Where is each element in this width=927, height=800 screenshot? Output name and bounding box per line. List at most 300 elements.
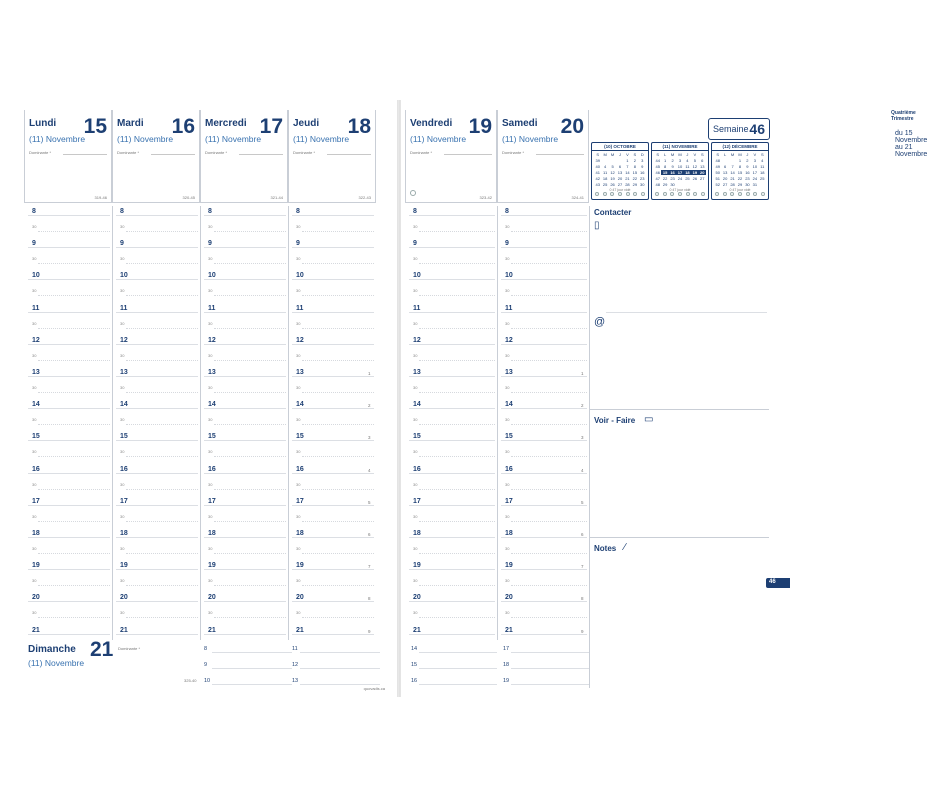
half-hour-line — [214, 328, 286, 329]
hour-label: 20 — [505, 594, 513, 602]
hour-label: 10 — [120, 272, 128, 280]
half-hour-label: 30 — [208, 546, 213, 551]
mini-calendar-day: 51 — [715, 176, 720, 181]
row-number: 4 — [368, 467, 371, 473]
mini-calendar-day: 48 — [715, 158, 720, 163]
mini-calendar-day: 45 — [655, 164, 660, 169]
mini-calendar-grid — [712, 151, 768, 188]
evening-line — [419, 684, 497, 685]
sunday-number: 21 — [90, 638, 114, 661]
hour-label: 14 — [32, 401, 40, 409]
half-hour-label: 30 — [505, 481, 510, 487]
hour-label: 18 — [413, 530, 421, 537]
dominante-label: Dominante * — [29, 150, 52, 155]
hour-label: 8 — [32, 208, 36, 215]
evening-hour: 15 — [411, 662, 418, 668]
half-hour-label: 30 — [505, 513, 510, 519]
mini-calendar-day: 6 — [701, 158, 704, 163]
mini-calendar-day — [609, 158, 616, 163]
hour-label: 16 — [296, 465, 304, 473]
mini-calendar-day: V — [626, 152, 629, 157]
at-sign-icon: @ — [594, 316, 606, 328]
mini-calendar-day: 30 — [745, 182, 750, 187]
mini-calendar-day: 10 — [752, 164, 758, 169]
evening-line — [212, 652, 292, 653]
mini-calendar-day: 21 — [730, 176, 735, 181]
dot-icon — [678, 192, 682, 196]
half-hour-label: 30 — [296, 513, 301, 519]
hour-label: 16 — [32, 465, 40, 473]
left-page — [12, 100, 398, 697]
hour-label: 13 — [505, 369, 513, 376]
half-hour-line — [214, 263, 286, 264]
clipboard-icon: ▭ — [644, 414, 654, 425]
half-hour-line — [302, 328, 374, 329]
hour-line — [409, 601, 495, 602]
half-hour-label: 30 — [32, 513, 37, 519]
half-hour-line — [511, 456, 587, 457]
half-hour-line — [38, 295, 110, 296]
hour-line — [28, 537, 110, 538]
mini-calendar-day: 31 — [752, 182, 758, 187]
divider — [606, 312, 767, 313]
hour-label: 20 — [32, 594, 40, 602]
hour-line — [409, 634, 495, 635]
evening-hour: 8 — [204, 646, 208, 652]
evening-line — [212, 684, 292, 685]
half-hour-label: 30 — [296, 320, 301, 326]
half-hour-line — [419, 489, 495, 490]
day-month: (11) Novembre — [410, 134, 467, 144]
mini-calendar-day: 46 — [655, 170, 660, 175]
hour-line — [28, 215, 110, 216]
half-hour-line — [419, 553, 495, 554]
hour-label: 15 — [296, 433, 304, 441]
half-hour-line — [511, 360, 587, 361]
evening-hour: 16 — [411, 678, 418, 684]
hour-line — [116, 601, 198, 602]
half-hour-label: 30 — [413, 385, 418, 390]
half-hour-line — [214, 360, 286, 361]
mini-calendar-day — [729, 158, 736, 163]
mini-calendar-dots — [715, 192, 765, 197]
half-hour-label: 30 — [296, 256, 301, 262]
mini-calendar — [591, 142, 649, 200]
half-hour-label: 30 — [120, 288, 125, 294]
contacter-box — [589, 206, 769, 410]
half-hour-line — [302, 553, 374, 554]
half-hour-line — [214, 231, 286, 232]
half-hour-line — [38, 585, 110, 586]
hour-line — [501, 440, 587, 441]
day-of-year: 324-41 — [571, 195, 584, 200]
hour-label: 19 — [32, 562, 40, 570]
hour-label: 9 — [505, 240, 509, 248]
mini-calendar-day: 16 — [745, 170, 750, 175]
dot-icon — [753, 192, 757, 196]
mini-calendar-day: 20 — [722, 176, 728, 181]
day-of-year: 319-46 — [94, 195, 107, 200]
half-hour-line — [511, 328, 587, 329]
half-hour-label: 30 — [505, 385, 510, 390]
half-hour-label: 30 — [208, 417, 213, 423]
half-hour-line — [126, 617, 198, 618]
hour-label: 16 — [505, 465, 513, 473]
hour-line — [292, 440, 374, 441]
hour-line — [409, 440, 495, 441]
day-header — [200, 110, 288, 203]
hour-line — [116, 215, 198, 216]
hour-line — [116, 376, 198, 377]
half-hour-line — [38, 489, 110, 490]
hour-line — [116, 344, 198, 345]
half-hour-line — [511, 263, 587, 264]
mini-calendar-day: 4 — [604, 164, 607, 169]
hour-label: 11 — [120, 304, 128, 312]
evening-line — [300, 652, 380, 653]
mini-calendar-day: 27 — [722, 182, 728, 187]
hour-line — [204, 247, 286, 248]
hour-label: 11 — [505, 304, 513, 312]
mini-calendar-day: 2 — [633, 158, 636, 163]
mini-calendar-day: 22 — [737, 176, 743, 181]
half-hour-line — [511, 617, 587, 618]
dot-icon — [693, 192, 697, 196]
mini-calendar-day — [676, 182, 683, 187]
hour-label: 14 — [413, 401, 421, 409]
hour-line — [292, 312, 374, 313]
hour-line — [204, 473, 286, 474]
hour-line — [28, 569, 110, 570]
hour-label: 18 — [505, 530, 513, 537]
hour-line — [292, 247, 374, 248]
hour-line — [292, 215, 374, 216]
hour-line — [116, 247, 198, 248]
mini-calendar-grid — [592, 151, 648, 188]
half-hour-line — [511, 231, 587, 232]
dominante-label: Dominante * — [502, 150, 525, 155]
hour-line — [292, 537, 374, 538]
hour-label: 20 — [208, 594, 216, 602]
mini-calendar-day: 50 — [715, 170, 720, 175]
mini-calendar-day: 8 — [633, 164, 636, 169]
sunday-block — [12, 634, 398, 689]
website-url: quovadis.ca — [363, 686, 385, 691]
mini-calendar — [711, 142, 769, 200]
half-hour-label: 30 — [120, 385, 125, 390]
half-hour-line — [214, 295, 286, 296]
hour-label: 13 — [208, 369, 216, 376]
mini-calendar-day: 42 — [595, 176, 600, 181]
hour-label: 11 — [296, 304, 304, 312]
hour-label: 8 — [505, 208, 509, 215]
day-name: Jeudi — [293, 118, 320, 129]
half-hour-label: 30 — [505, 449, 510, 455]
half-hour-label: 30 — [32, 320, 37, 326]
half-hour-label: 30 — [32, 578, 37, 584]
half-hour-line — [511, 424, 587, 425]
half-hour-line — [511, 489, 587, 490]
mini-calendar-day: 14 — [730, 170, 735, 175]
mini-calendar-day: L — [724, 152, 727, 157]
mini-calendar-day: 40 — [595, 164, 600, 169]
evening-line — [511, 684, 589, 685]
hour-label: 20 — [120, 594, 128, 602]
evening-hour: 13 — [292, 678, 299, 684]
hour-line — [501, 376, 587, 377]
hour-label: 12 — [296, 336, 304, 344]
half-hour-label: 30 — [505, 288, 510, 294]
hour-label: 12 — [120, 336, 128, 344]
hour-line — [28, 505, 110, 506]
half-hour-label: 30 — [120, 352, 125, 358]
mini-calendar-day: 5 — [693, 158, 696, 163]
mini-calendar-day: 3 — [641, 158, 644, 163]
mini-calendar-day: J — [618, 152, 621, 157]
hour-line — [409, 279, 495, 280]
evening-hour: 11 — [292, 646, 298, 652]
row-number: 8 — [368, 596, 371, 602]
hour-label: 13 — [120, 369, 128, 376]
half-hour-label: 30 — [120, 320, 125, 326]
evening-hour: 18 — [503, 662, 510, 668]
day-name: Lundi — [29, 118, 57, 129]
mini-calendar-day: 25 — [685, 176, 690, 181]
mini-calendar-day: 22 — [632, 176, 638, 181]
half-hour-line — [214, 553, 286, 554]
hour-line — [501, 247, 587, 248]
half-hour-line — [511, 585, 587, 586]
mini-calendar-day: 16 — [670, 170, 675, 175]
half-hour-label: 30 — [32, 610, 37, 616]
right-page — [400, 100, 927, 697]
hour-line — [28, 408, 110, 409]
hour-line — [501, 312, 587, 313]
hour-line — [116, 537, 198, 538]
mini-calendar-day: 18 — [602, 176, 608, 181]
mini-calendar-day: S — [656, 152, 660, 157]
hour-label: 12 — [413, 336, 421, 344]
dot-icon — [641, 192, 645, 196]
half-hour-label: 30 — [120, 513, 125, 519]
hour-line — [204, 312, 286, 313]
half-hour-label: 30 — [32, 288, 37, 294]
mini-calendar-day: J — [686, 152, 689, 157]
mini-calendar-day: 19 — [610, 176, 615, 181]
half-hour-label: 30 — [413, 481, 418, 487]
mini-calendar-note: 0 47 jour vidé — [609, 188, 631, 192]
half-hour-line — [419, 263, 495, 264]
column-separator — [497, 206, 498, 640]
mini-calendar-day: 12 — [610, 170, 615, 175]
hour-label: 10 — [32, 272, 40, 280]
write-line — [536, 154, 584, 155]
mini-calendar-day: M — [610, 152, 615, 157]
hour-line — [501, 634, 587, 635]
dot-icon — [761, 192, 765, 196]
half-hour-line — [38, 456, 110, 457]
mini-calendar-day: 13 — [700, 164, 705, 169]
mini-calendar-day: 29 — [662, 182, 668, 187]
half-hour-line — [38, 263, 110, 264]
mini-calendar-day: 15 — [662, 170, 668, 175]
mini-calendar — [651, 142, 709, 200]
mini-calendar-day: 15 — [632, 170, 638, 175]
half-hour-label: 30 — [505, 352, 510, 358]
contacter-title: Contacter — [594, 208, 632, 217]
half-hour-label: 30 — [208, 385, 213, 390]
mini-calendar-day: 3 — [678, 158, 682, 163]
half-hour-line — [302, 617, 374, 618]
hour-line — [28, 440, 110, 441]
mini-calendar-day: 52 — [715, 182, 720, 187]
page-tab[interactable]: 46 — [766, 578, 790, 588]
mini-calendar-day: 9 — [641, 164, 644, 169]
hour-line — [28, 247, 110, 248]
row-number: 7 — [368, 564, 371, 570]
mini-calendar-dots — [595, 192, 645, 197]
hour-line — [409, 473, 495, 474]
pencil-icon: ∕ — [624, 542, 626, 553]
mini-calendar-day: 9 — [746, 164, 749, 169]
hour-label: 8 — [208, 208, 212, 215]
day-header — [288, 110, 376, 203]
dot-icon — [701, 192, 705, 196]
hour-label: 13 — [32, 369, 40, 376]
mini-calendar-day: 17 — [752, 170, 758, 175]
column-separator — [288, 206, 289, 640]
hour-label: 21 — [505, 626, 513, 634]
evening-hour: 14 — [411, 646, 418, 652]
half-hour-label: 30 — [120, 481, 125, 487]
half-hour-line — [302, 231, 374, 232]
hour-label: 19 — [505, 562, 513, 570]
mini-calendar-day: 11 — [603, 170, 608, 175]
hour-label: 17 — [120, 497, 128, 505]
half-hour-line — [126, 263, 198, 264]
hour-line — [409, 505, 495, 506]
hour-label: 14 — [208, 401, 216, 409]
mini-calendar-day: M — [730, 152, 735, 157]
half-hour-line — [214, 585, 286, 586]
half-hour-label: 30 — [32, 256, 37, 262]
mini-calendar-day — [684, 182, 691, 187]
dot-icon — [626, 192, 630, 196]
row-number: 3 — [581, 435, 584, 441]
half-hour-label: 30 — [505, 320, 510, 326]
half-hour-label: 30 — [296, 578, 301, 584]
hour-line — [28, 601, 110, 602]
half-hour-line — [38, 553, 110, 554]
hour-line — [204, 376, 286, 377]
mini-calendar-day: 44 — [655, 158, 660, 163]
mini-calendar-note: 0 47 jour vidé — [729, 188, 751, 192]
half-hour-label: 30 — [296, 449, 301, 455]
half-hour-label: 30 — [32, 224, 37, 229]
hour-line — [409, 247, 495, 248]
hour-label: 15 — [120, 433, 128, 441]
hour-line — [116, 312, 198, 313]
hour-label: 16 — [413, 465, 421, 473]
hour-label: 15 — [505, 433, 513, 441]
half-hour-line — [419, 360, 495, 361]
half-hour-label: 30 — [120, 256, 125, 262]
half-hour-line — [419, 392, 495, 393]
mini-calendar-day: S — [760, 152, 764, 157]
mini-calendar-day — [616, 158, 623, 163]
mini-calendar-day: 2 — [746, 158, 749, 163]
day-number: 18 — [347, 115, 371, 138]
hour-line — [116, 279, 198, 280]
hour-label: 17 — [32, 497, 40, 505]
half-hour-line — [419, 424, 495, 425]
half-hour-label: 30 — [208, 320, 213, 326]
half-hour-line — [419, 521, 495, 522]
half-hour-label: 30 — [120, 224, 125, 229]
half-hour-label: 30 — [413, 546, 418, 551]
mini-calendar-day: 11 — [760, 164, 765, 169]
half-hour-label: 30 — [32, 481, 37, 487]
day-name: Mercredi — [205, 118, 247, 129]
mini-calendar-day: 20 — [617, 176, 623, 181]
row-number: 2 — [581, 403, 584, 409]
write-line — [444, 154, 492, 155]
voir-faire-title: Voir - Faire — [594, 416, 636, 425]
row-number: 9 — [581, 628, 584, 634]
half-hour-line — [214, 617, 286, 618]
half-hour-line — [126, 456, 198, 457]
half-hour-label: 30 — [208, 352, 213, 358]
half-hour-label: 30 — [32, 546, 37, 551]
mini-calendar-day: 49 — [715, 164, 720, 169]
mini-calendar-day: 29 — [737, 182, 743, 187]
sunday-month: (11) Novembre — [28, 658, 85, 668]
hour-line — [204, 408, 286, 409]
half-hour-label: 30 — [505, 224, 510, 229]
mini-calendar-day: S — [700, 152, 704, 157]
hour-label: 21 — [120, 626, 128, 634]
day-of-year: 325-40 — [184, 678, 197, 683]
mini-calendar-day: 30 — [640, 182, 645, 187]
half-hour-line — [302, 295, 374, 296]
row-number: 5 — [368, 499, 371, 505]
dot-icon — [603, 192, 607, 196]
hour-line — [409, 312, 495, 313]
row-number: 1 — [368, 371, 371, 376]
mini-calendar-day: 24 — [677, 176, 683, 181]
day-month: (11) Novembre — [293, 134, 350, 144]
half-hour-label: 30 — [208, 578, 213, 584]
hour-line — [116, 569, 198, 570]
row-number: 8 — [581, 596, 584, 602]
hour-label: 19 — [413, 562, 421, 570]
mini-calendar-day: 7 — [731, 164, 734, 169]
hour-line — [116, 505, 198, 506]
write-line — [239, 154, 283, 155]
hour-label: 11 — [413, 304, 421, 312]
week-date-range: du 15 Novembre au 21 Novembre — [895, 130, 927, 158]
hour-label: 9 — [413, 240, 417, 248]
mini-calendar-day: 14 — [625, 170, 630, 175]
dot-icon — [746, 192, 750, 196]
half-hour-line — [419, 328, 495, 329]
half-hour-line — [38, 392, 110, 393]
mini-calendar-day: 25 — [760, 176, 765, 181]
hour-label: 15 — [32, 433, 40, 441]
half-hour-line — [302, 585, 374, 586]
mini-calendar-day: S — [596, 152, 600, 157]
evening-line — [511, 668, 589, 669]
